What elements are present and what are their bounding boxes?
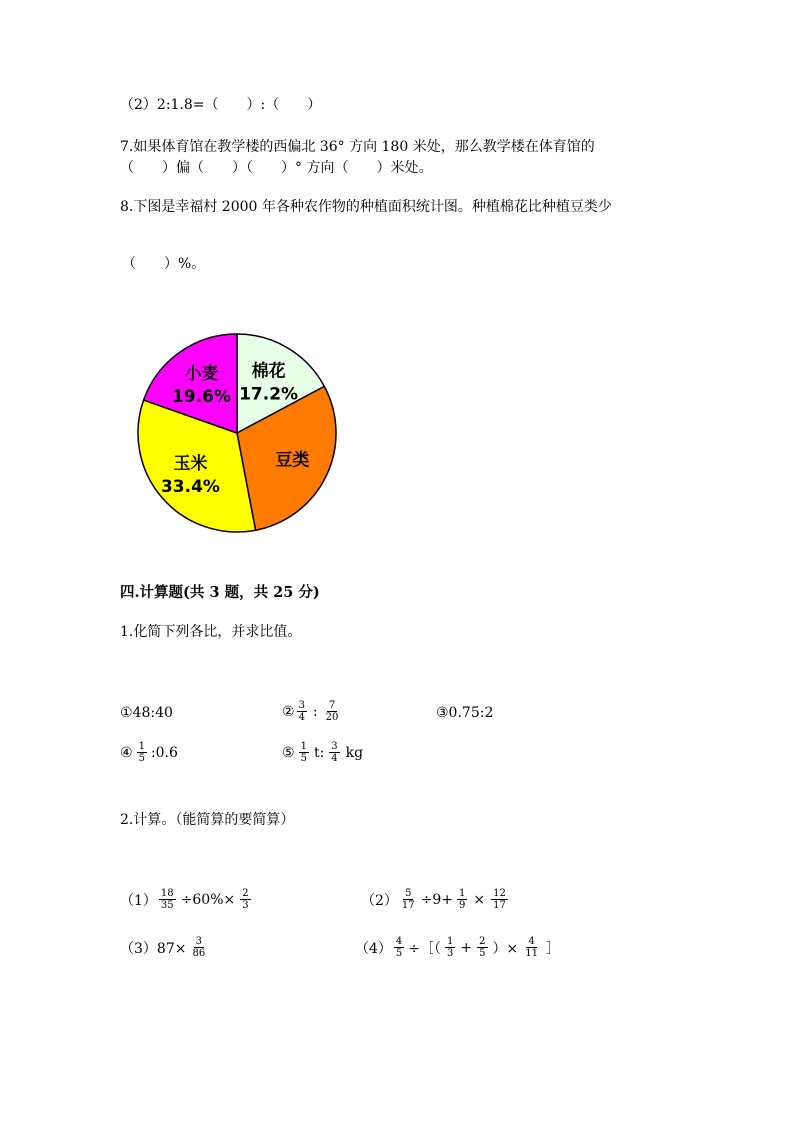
- fraction: $\frac{7}{20}$: [325, 700, 339, 723]
- q2-problem-3: [120, 936, 209, 959]
- q2-problem-4-mid1: ÷［（: [408, 940, 442, 957]
- plus-sign: +: [460, 939, 473, 956]
- pie-value-label-3: 19.6%: [172, 386, 232, 407]
- q2-problem-1-prefix: （1）: [120, 892, 157, 909]
- q1-item-5-prefix: ⑤: [282, 744, 295, 761]
- q2-problem-4-mid2: ）×: [492, 940, 519, 957]
- pie-label-0: 棉花: [251, 361, 286, 382]
- ratio-sign: :: [312, 703, 318, 720]
- q1-item-2-prefix: ②: [282, 703, 295, 720]
- q2-problem-4-prefix: （4）: [355, 940, 392, 957]
- q2-problem-1-mid: ÷60%×: [180, 891, 236, 908]
- pie-label-3: 小麦: [184, 363, 219, 384]
- q2-title: 2.计算。（能简算的要简算）: [120, 812, 295, 828]
- q1-item-5-suffix: kg: [345, 744, 364, 761]
- fraction: $\frac{4}{5}$: [395, 936, 403, 959]
- q2-problem-1: [120, 888, 253, 911]
- fraction: $\frac{1}{9}$: [459, 888, 466, 911]
- q1-item-4-prefix: ④: [120, 744, 133, 761]
- fraction: $\frac{18}{35}$: [160, 888, 174, 911]
- pie-label-1: 豆类: [275, 450, 310, 471]
- q7-line1: 7.如果体育馆在教学楼的西偏北 36° 方向 180 米处，那么教学楼在体育馆的: [120, 139, 595, 155]
- q1-item-5-mid: t:: [313, 744, 325, 761]
- pie-value-label-2: 33.4%: [160, 477, 220, 498]
- q1-item-4: [120, 741, 178, 764]
- pie-chart: [130, 330, 345, 540]
- fraction: $\frac{4}{11}$: [525, 936, 538, 959]
- q8-line2: （ ）%。: [122, 256, 206, 272]
- q2-problem-4-end: ］: [545, 940, 560, 957]
- q2-problem-2-mid: ÷9+: [420, 891, 454, 908]
- fraction: $\frac{2}{5}$: [479, 936, 486, 959]
- fraction: $\frac{3}{4}$: [331, 741, 338, 764]
- q6-part2: （2）2:1.8=（ ）:（ ）: [120, 97, 322, 113]
- q1-item-2: [282, 700, 342, 723]
- fraction: $\frac{3}{86}$: [192, 936, 206, 959]
- q2-problem-2-prefix: （2）: [361, 892, 398, 909]
- q1-item-1: ①48:40: [120, 705, 173, 721]
- fraction: $\frac{1}{5}$: [138, 741, 145, 764]
- q1-item-5: [282, 741, 363, 764]
- fraction: $\frac{12}{17}$: [493, 888, 506, 911]
- q2-problem-4: [355, 936, 560, 959]
- fraction: $\frac{3}{4}$: [298, 700, 305, 723]
- q8-line1: 8.下图是幸福村 2000 年各种农作物的种植面积统计图。种植棉花比种植豆类少: [120, 199, 612, 215]
- fraction: $\frac{5}{17}$: [401, 888, 415, 911]
- q1-title: 1.化简下列各比，并求比值。: [120, 624, 302, 640]
- q2-problem-2: [361, 888, 510, 911]
- q1-item-4-suffix: :0.6: [150, 744, 178, 761]
- times-sign: ×: [473, 891, 486, 908]
- q7-line2: （ ）偏（ ）（ ）° 方向（ ）米处。: [120, 160, 433, 176]
- fraction: $\frac{2}{3}$: [242, 888, 249, 911]
- q2-problem-3-prefix: （3）87×: [120, 940, 187, 957]
- section-4-heading: 四.计算题(共 3 题，共 25 分): [120, 584, 320, 601]
- pie-value-label-0: 17.2%: [239, 384, 299, 405]
- fraction: $\frac{1}{5}$: [300, 741, 307, 764]
- q1-item-3: ③0.75:2: [436, 705, 494, 721]
- fraction: $\frac{1}{3}$: [447, 936, 454, 959]
- pie-label-2: 玉米: [173, 454, 208, 475]
